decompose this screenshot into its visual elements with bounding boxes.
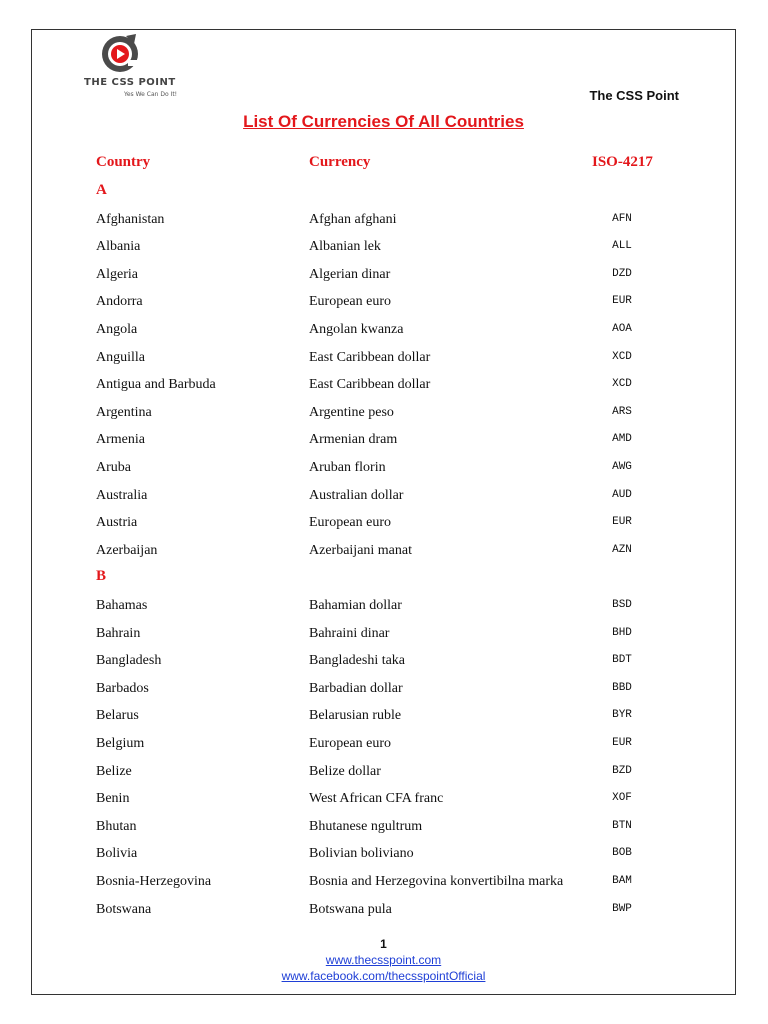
country-cell: Belize xyxy=(96,763,132,779)
country-cell: Austria xyxy=(96,515,138,531)
website-link[interactable]: www.thecsspoint.com xyxy=(325,953,442,967)
table-row xyxy=(32,791,735,811)
country-cell: Bahrain xyxy=(96,625,141,641)
table-row xyxy=(32,902,735,922)
currency-cell: European euro xyxy=(309,294,392,310)
iso-code-cell: BWP xyxy=(612,902,632,915)
page-title: List Of Currencies Of All Countries xyxy=(243,112,524,131)
section-letter: B xyxy=(96,568,107,585)
currency-cell: East Caribbean dollar xyxy=(309,349,431,365)
table-row xyxy=(32,239,735,259)
country-cell: Andorra xyxy=(96,294,143,310)
iso-code-cell: BZD xyxy=(612,764,632,777)
currency-cell: Bangladeshi taka xyxy=(309,653,406,669)
iso-code-cell: BDT xyxy=(612,654,632,667)
currency-cell: Algerian dinar xyxy=(309,266,391,282)
table-row xyxy=(32,488,735,508)
currency-cell: Bahamian dollar xyxy=(309,598,402,613)
page-number: 1 xyxy=(380,937,387,951)
iso-code-cell: AFN xyxy=(612,212,632,225)
table-row xyxy=(32,294,735,314)
currency-cell: Azerbaijani manat xyxy=(309,542,413,558)
currency-cell: European euro xyxy=(309,515,392,531)
country-cell: Afghanistan xyxy=(96,211,165,227)
currency-cell: Bosnia and Herzegovina konvertibilna marka xyxy=(309,874,564,889)
table-row xyxy=(32,377,735,397)
iso-code-cell: ARS xyxy=(612,405,632,418)
iso-code-cell: XCD xyxy=(612,350,632,363)
iso-code-cell: AOA xyxy=(612,323,632,335)
country-cell: Aruba xyxy=(96,460,131,475)
country-cell: Anguilla xyxy=(96,349,145,365)
column-header-iso: ISO-4217 xyxy=(592,154,653,170)
iso-code-cell: AMD xyxy=(612,433,632,446)
table-row xyxy=(32,874,735,894)
country-cell: Argentina xyxy=(96,404,152,420)
iso-code-cell: AUD xyxy=(612,488,632,501)
column-header-country: Country xyxy=(96,154,151,170)
country-cell: Bhutan xyxy=(96,818,137,834)
currency-cell: European euro xyxy=(309,736,392,751)
logo-name: THE CSS POINT xyxy=(84,77,176,88)
page-footer xyxy=(32,936,735,984)
table-row xyxy=(32,598,735,618)
country-cell: Botswana xyxy=(96,901,152,917)
iso-code-cell: EUR xyxy=(612,295,632,308)
currency-cell: Aruban florin xyxy=(309,460,386,475)
facebook-link[interactable]: www.facebook.com/thecsspointOfficial xyxy=(281,969,486,983)
iso-code-cell: AWG xyxy=(612,461,632,473)
country-cell: Australia xyxy=(96,487,148,503)
country-cell: Bangladesh xyxy=(96,653,162,669)
currency-cell: Albanian lek xyxy=(309,239,381,255)
header-brand: The CSS Point xyxy=(589,88,679,103)
country-cell: Bosnia-Herzegovina xyxy=(96,874,212,889)
currency-cell: Argentine peso xyxy=(309,404,394,420)
country-cell: Belarus xyxy=(96,708,139,724)
iso-code-cell: ALL xyxy=(612,240,632,253)
iso-code-cell: BYR xyxy=(612,709,632,722)
currency-cell: Barbadian dollar xyxy=(309,680,403,696)
iso-code-cell: AZN xyxy=(612,543,632,556)
currency-cell: Belize dollar xyxy=(309,763,381,779)
section-letter: A xyxy=(96,182,107,198)
table-row xyxy=(32,543,735,563)
iso-code-cell: DZD xyxy=(612,267,632,280)
iso-code-cell: BAM xyxy=(612,875,632,887)
iso-code-cell: BBD xyxy=(612,681,632,694)
currency-cell: Bahraini dinar xyxy=(309,625,390,641)
country-cell: Bahamas xyxy=(96,598,148,613)
table-row xyxy=(32,515,735,535)
iso-code-cell: BOB xyxy=(612,847,632,860)
logo xyxy=(84,32,204,102)
country-cell: Antigua and Barbuda xyxy=(96,377,216,393)
iso-code-cell: BHD xyxy=(612,626,632,639)
table-row xyxy=(32,846,735,866)
country-cell: Bolivia xyxy=(96,846,138,862)
document-page xyxy=(31,29,736,995)
currency-cell: Botswana pula xyxy=(309,901,392,917)
column-header-currency: Currency xyxy=(309,154,371,170)
table-row xyxy=(32,653,735,673)
country-cell: Belgium xyxy=(96,736,145,751)
currency-cell: East Caribbean dollar xyxy=(309,377,431,393)
currency-cell: Afghan afghani xyxy=(309,211,397,227)
country-cell: Azerbaijan xyxy=(96,542,158,558)
iso-code-cell: XOF xyxy=(612,792,632,805)
table-row xyxy=(32,322,735,342)
country-cell: Barbados xyxy=(96,680,149,696)
country-cell: Angola xyxy=(96,322,138,337)
currency-cell: West African CFA franc xyxy=(309,791,444,807)
country-cell: Albania xyxy=(96,239,141,255)
table-row xyxy=(32,681,735,701)
currency-cell: Armenian dram xyxy=(309,432,398,448)
iso-code-cell: BSD xyxy=(612,599,632,611)
currency-cell: Bhutanese ngultrum xyxy=(309,818,423,834)
currency-cell: Australian dollar xyxy=(309,487,404,503)
iso-code-cell: XCD xyxy=(612,378,632,391)
iso-code-cell: EUR xyxy=(612,737,632,749)
table-row xyxy=(32,736,735,756)
currency-cell: Belarusian ruble xyxy=(309,708,402,724)
table-row xyxy=(32,405,735,425)
iso-code-cell: EUR xyxy=(612,516,632,529)
table-row xyxy=(32,432,735,452)
country-cell: Algeria xyxy=(96,266,138,282)
table-row xyxy=(32,350,735,370)
currency-cell: Bolivian boliviano xyxy=(309,846,414,862)
logo-tagline: Yes We Can Do It! xyxy=(124,91,178,98)
table-row xyxy=(32,708,735,728)
logo-icon xyxy=(98,32,142,76)
currency-cell: Angolan kwanza xyxy=(309,322,404,337)
table-row xyxy=(32,267,735,287)
table-row xyxy=(32,819,735,839)
table-row xyxy=(32,212,735,232)
table-row xyxy=(32,460,735,480)
iso-code-cell: BTN xyxy=(612,819,632,832)
country-cell: Benin xyxy=(96,791,130,807)
country-cell: Armenia xyxy=(96,432,145,448)
table-row xyxy=(32,626,735,646)
table-row xyxy=(32,764,735,784)
